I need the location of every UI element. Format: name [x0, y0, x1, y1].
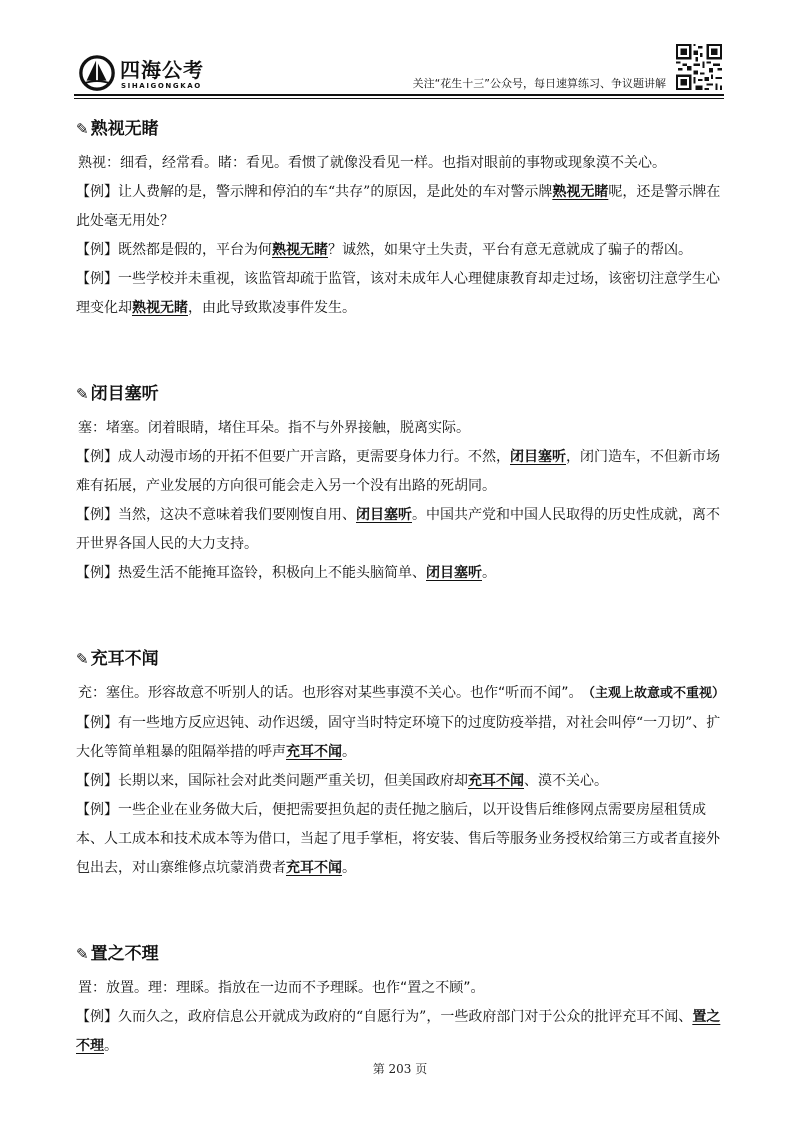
brand-name-pinyin: SIHAIGONGKAO [121, 82, 202, 90]
pencil-icon: ✎ [76, 650, 89, 668]
idiom-title: 闭目塞听 [90, 384, 159, 404]
example-sentence [76, 709, 728, 767]
pencil-icon: ✎ [76, 945, 89, 963]
example-sentence [76, 767, 728, 796]
example-sentence [76, 236, 728, 265]
example-text: 、漠不关心。 [524, 773, 608, 789]
page-header [0, 0, 800, 100]
example-text: 呢，还是警示牌在此处毫无用处？ [76, 184, 721, 229]
example-label: 【例】 [76, 507, 118, 523]
definition-text: 充：塞住。形容故意不听别人的话。也形容对某些事漠不关心。也作“听而不闻”。 [78, 685, 583, 701]
highlighted-idiom: 闭目塞听 [510, 449, 566, 465]
header-slogan: 关注“花生十三”公众号，每日速算练习、争议题讲解 [412, 77, 666, 90]
example-text: 当然，这决不意味着我们要刚愎自用、 [118, 507, 356, 523]
idiom-definition: 置：放置。理：理睬。指放在一边而不予理睬。也作“置之不顾”。 [78, 980, 485, 996]
example-text: 有一些地方反应迟钝、动作迟缓，固守当时特定环境下的过度防疫举措，对社会叫停“一刀切”、扩大化等简单粗暴的阻隔举措的呼声 [76, 715, 721, 760]
example-sentence [76, 1003, 728, 1061]
example-sentence [76, 443, 728, 501]
highlighted-idiom: 熟视无睹 [132, 300, 188, 316]
example-sentence [76, 178, 728, 236]
example-label: 【例】 [76, 773, 118, 789]
example-label: 【例】 [76, 271, 118, 287]
example-text: ，闭门造车，不但新市场难有拓展，产业发展的方向很可能会走入另一个没有出路的死胡同。 [76, 449, 720, 494]
example-label: 【例】 [76, 565, 118, 581]
example-text: 热爱生活不能掩耳盗铃，积极向上不能头脑简单、 [118, 565, 426, 581]
highlighted-idiom: 充耳不闻 [468, 773, 524, 789]
section-heading [76, 112, 728, 146]
example-label: 【例】 [76, 449, 118, 465]
example-text: 既然都是假的，平台为何 [118, 242, 272, 258]
section-heading [76, 642, 728, 676]
sailboat-logo-icon [78, 54, 116, 92]
pencil-icon: ✎ [76, 120, 89, 138]
idiom-definition [78, 678, 728, 709]
example-label: 【例】 [76, 802, 118, 818]
brand-name: 四海公考 [120, 58, 204, 82]
example-text: 。中国共产党和中国人民取得的历史性成就，离不开世界各国人民的大力支持。 [76, 507, 720, 552]
highlighted-idiom: 闭目塞听 [426, 565, 482, 581]
example-label: 【例】 [76, 715, 118, 731]
example-label: 【例】 [76, 242, 118, 258]
example-label: 【例】 [76, 1009, 118, 1025]
header-rule-thin [74, 98, 724, 99]
highlighted-idiom: 充耳不闻 [286, 860, 342, 876]
highlighted-idiom: 充耳不闻 [286, 744, 342, 760]
example-text: 让人费解的是，警示牌和停泊的车“共存”的原因，是此处的车对警示牌 [118, 184, 553, 200]
highlighted-idiom: 闭目塞听 [356, 507, 412, 523]
example-text: 一些企业在业务做大后，便把需要担负起的责任抛之脑后，以开设售后维修网点需要房屋租赁成本、人工成本和技术成本等为借口，当起了甩手掌柜，将安装、售后等服务业务授权给第三方或者直接外包出去，对山寨维修点坑蒙消费者 [76, 802, 720, 876]
example-sentence [76, 796, 728, 883]
header-rule-thick [74, 94, 724, 96]
idiom-definition: 塞：堵塞。闭着眼睛，堵住耳朵。指不与外界接触，脱离实际。 [78, 420, 470, 436]
example-text: 。 [342, 744, 356, 760]
example-sentence [76, 559, 728, 588]
example-text: ，由此导致欺凌事件发生。 [188, 300, 356, 316]
usage-note: （主观上故意或不重视） [588, 686, 726, 701]
highlighted-idiom: 熟视无睹 [272, 242, 328, 258]
example-text: 。 [482, 565, 496, 581]
pencil-icon: ✎ [76, 385, 89, 403]
example-sentence [76, 501, 728, 559]
idiom-definition: 熟视：细看，经常看。睹：看见。看惯了就像没看见一样。也指对眼前的事物或现象漠不关心。 [78, 155, 666, 171]
section-heading [76, 937, 728, 971]
example-text: 久而久之，政府信息公开就成为政府的“自愿行为”，一些政府部门对于公众的批评充耳不闻、 [118, 1009, 693, 1025]
example-text: 成人动漫市场的开拓不但要广开言路，更需要身体力行。不然， [118, 449, 510, 465]
idiom-title: 置之不理 [90, 944, 159, 964]
example-text: 一些学校并未重视，该监管却疏于监管，该对未成年人心理健康教育却走过场，该密切注意学生心理变化却 [76, 271, 720, 316]
idiom-title: 充耳不闻 [90, 649, 159, 669]
example-text: 。 [104, 1038, 118, 1054]
qr-code-icon [676, 44, 722, 90]
example-sentence [76, 265, 728, 323]
page-number: 第 203 页 [372, 1062, 428, 1076]
example-text: 。 [342, 860, 356, 876]
page-content [76, 104, 728, 1061]
example-label: 【例】 [76, 184, 118, 200]
section-heading [76, 377, 728, 411]
example-text: ？诚然，如果守土失责，平台有意无意就成了骗子的帮凶。 [328, 242, 692, 258]
highlighted-idiom: 置之不理 [76, 1009, 721, 1054]
example-text: 长期以来，国际社会对此类问题严重关切，但美国政府却 [118, 773, 468, 789]
highlighted-idiom: 熟视无睹 [552, 184, 609, 200]
idiom-title: 熟视无睹 [90, 119, 159, 139]
